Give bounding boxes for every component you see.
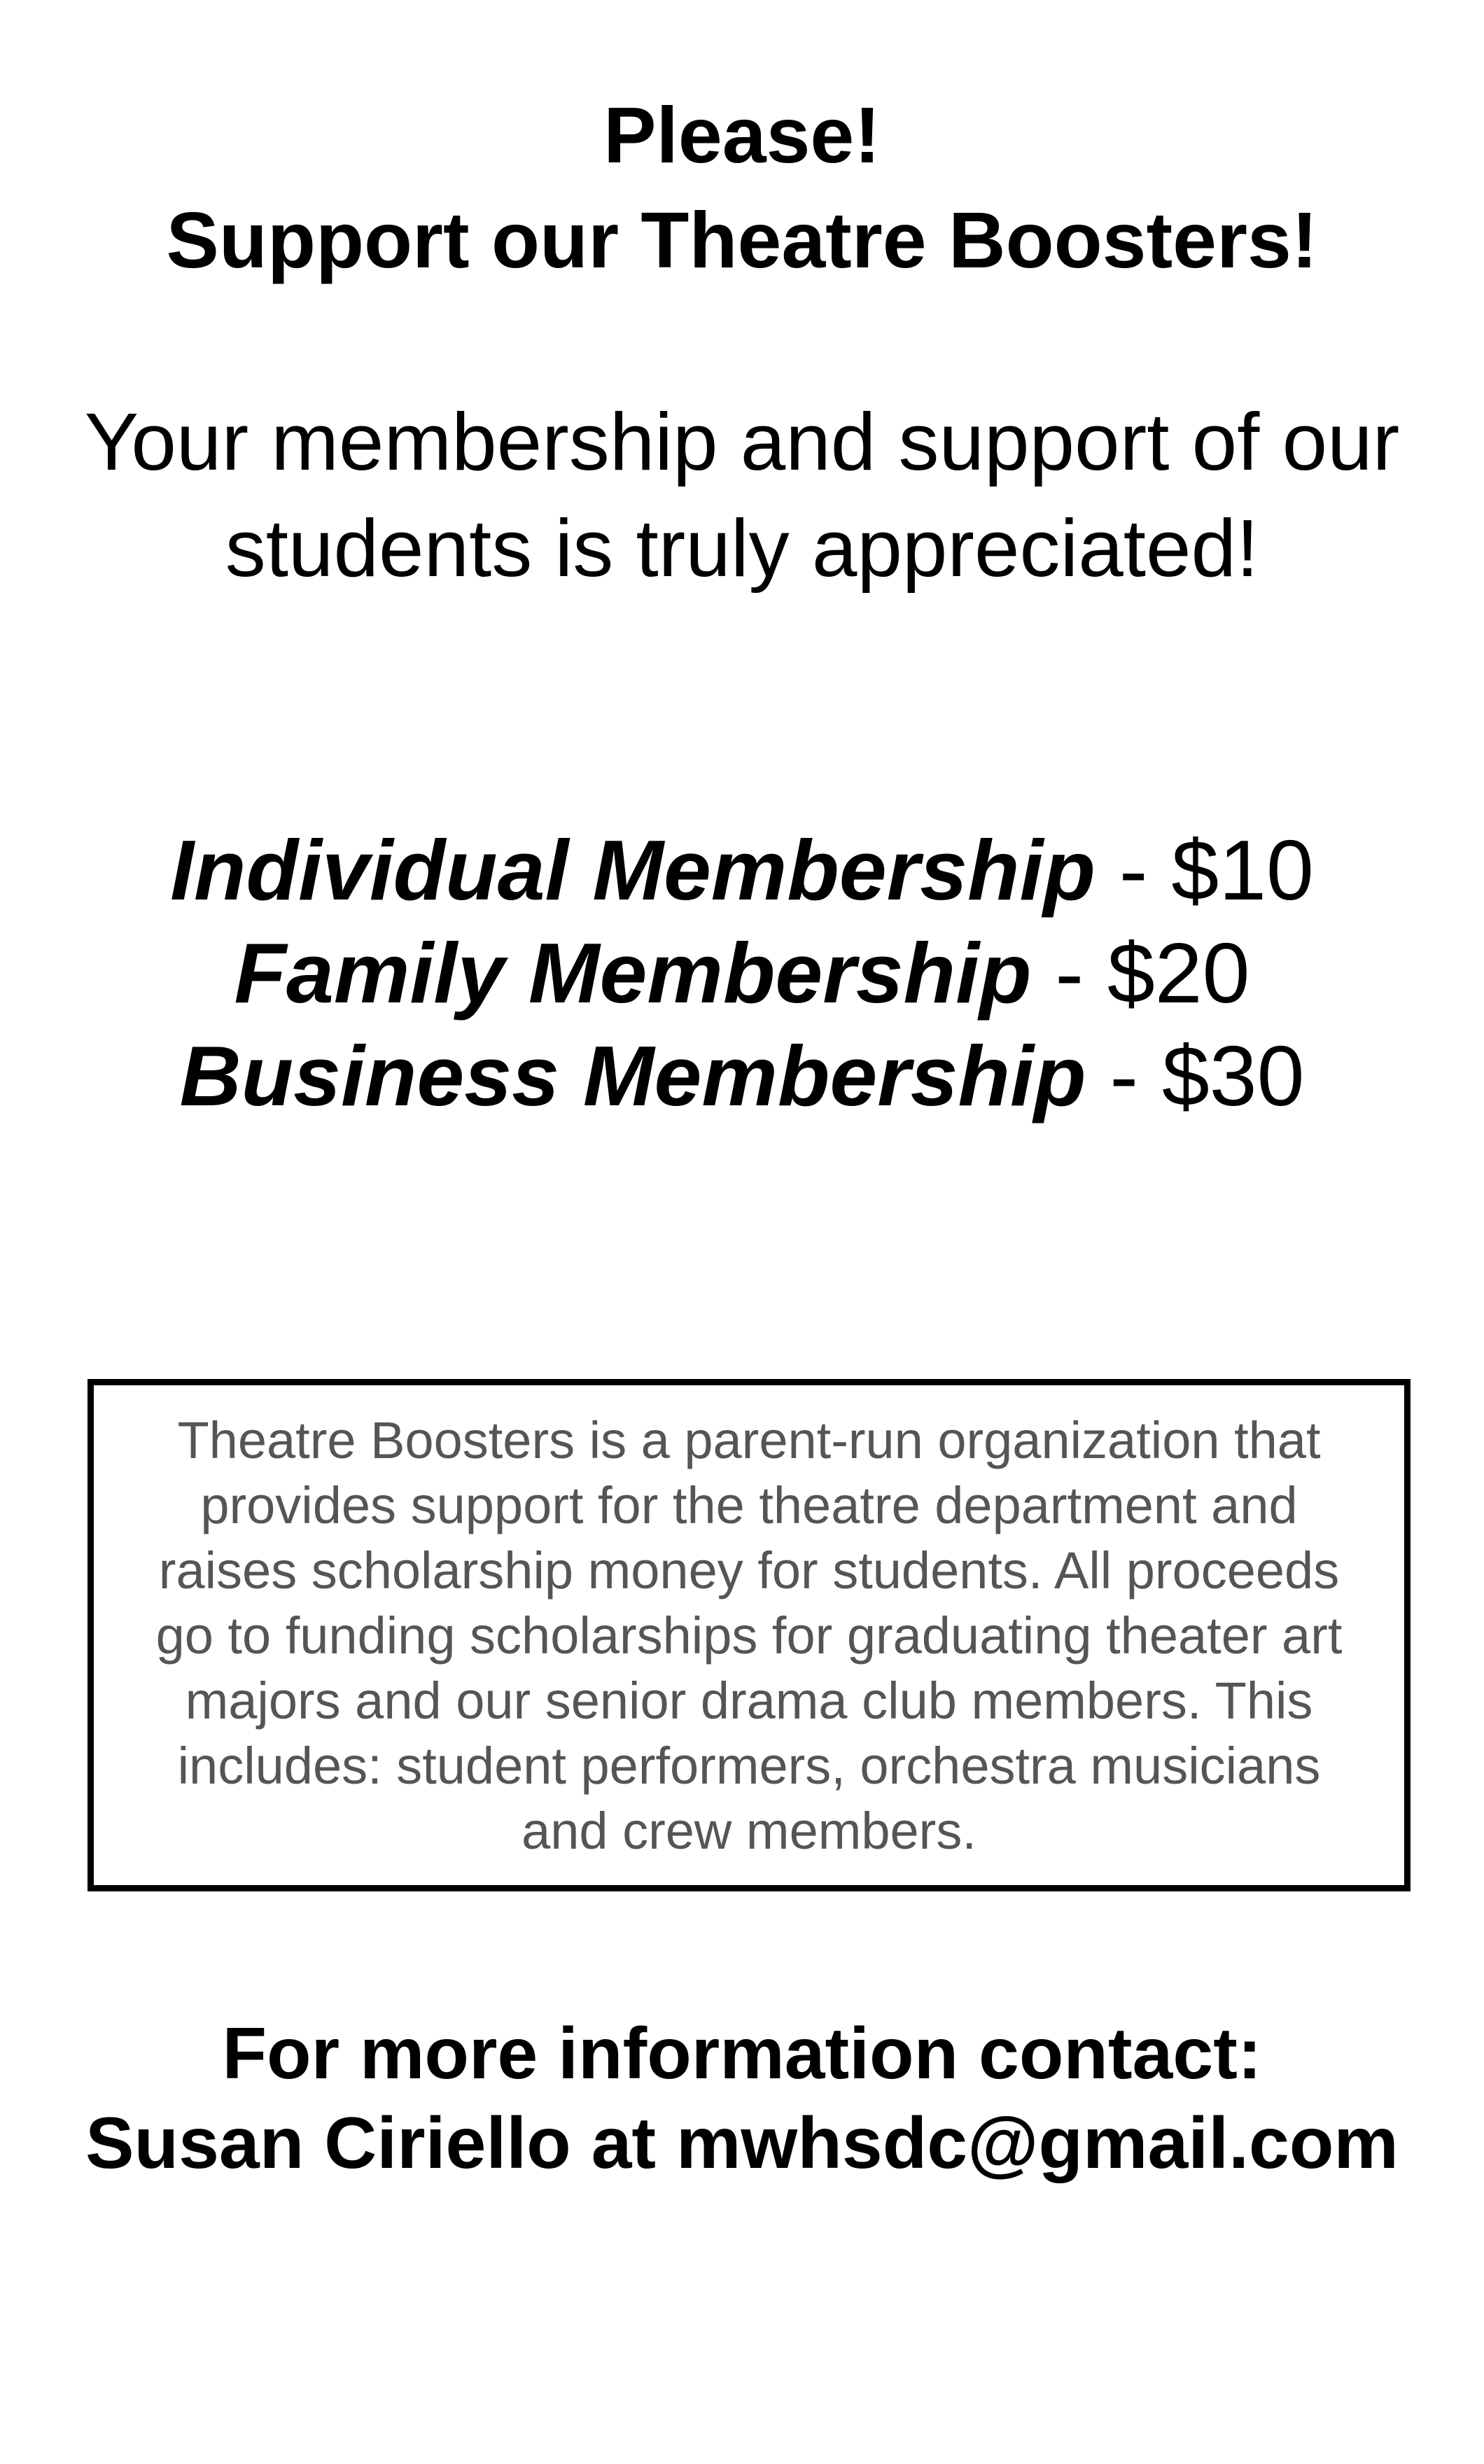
membership-separator: -: [1086, 1028, 1162, 1124]
contact-details: Susan Ciriello at mwhsdc@gmail.com: [85, 2103, 1399, 2184]
about-line-5: majors and our senior drama club members. This: [185, 1671, 1313, 1730]
about-line-4: go to funding scholarships for graduating theater art: [155, 1606, 1343, 1665]
about-boosters-text: [112, 1408, 1386, 1863]
membership-list: [0, 819, 1484, 1128]
membership-price: $10: [1171, 822, 1314, 918]
membership-separator: -: [1031, 925, 1107, 1021]
membership-item-business: [0, 1025, 1484, 1128]
contact-info: [0, 2009, 1484, 2188]
appreciation-line-2: students is truly appreciated!: [225, 503, 1259, 594]
about-line-1: Theatre Boosters is a parent-run organization that: [177, 1410, 1321, 1469]
heading-line-support: Support our Theatre Boosters!: [166, 196, 1318, 284]
heading-line-please: Please!: [603, 91, 881, 179]
about-line-2: provides support for the theatre department and: [200, 1476, 1298, 1534]
about-boosters-box: [88, 1379, 1410, 1891]
heading: [0, 83, 1484, 293]
membership-item-individual: [0, 819, 1484, 922]
membership-price: $30: [1161, 1028, 1305, 1124]
membership-separator: -: [1095, 822, 1172, 918]
membership-item-family: [0, 922, 1484, 1025]
membership-price: $20: [1107, 925, 1250, 1021]
appreciation-line-1: Your membership and support of our: [84, 396, 1400, 487]
about-line-6: includes: student performers, orchestra musicians: [177, 1736, 1321, 1795]
about-line-7: and crew members.: [522, 1801, 976, 1860]
about-line-3: raises scholarship money for students. All proceeds: [158, 1541, 1340, 1600]
membership-name: Individual Membership: [170, 822, 1096, 918]
appreciation-message: [0, 388, 1484, 601]
contact-heading: For more information contact:: [222, 2013, 1262, 2094]
membership-name: Family Membership: [234, 925, 1032, 1021]
membership-name: Business Membership: [179, 1028, 1086, 1124]
